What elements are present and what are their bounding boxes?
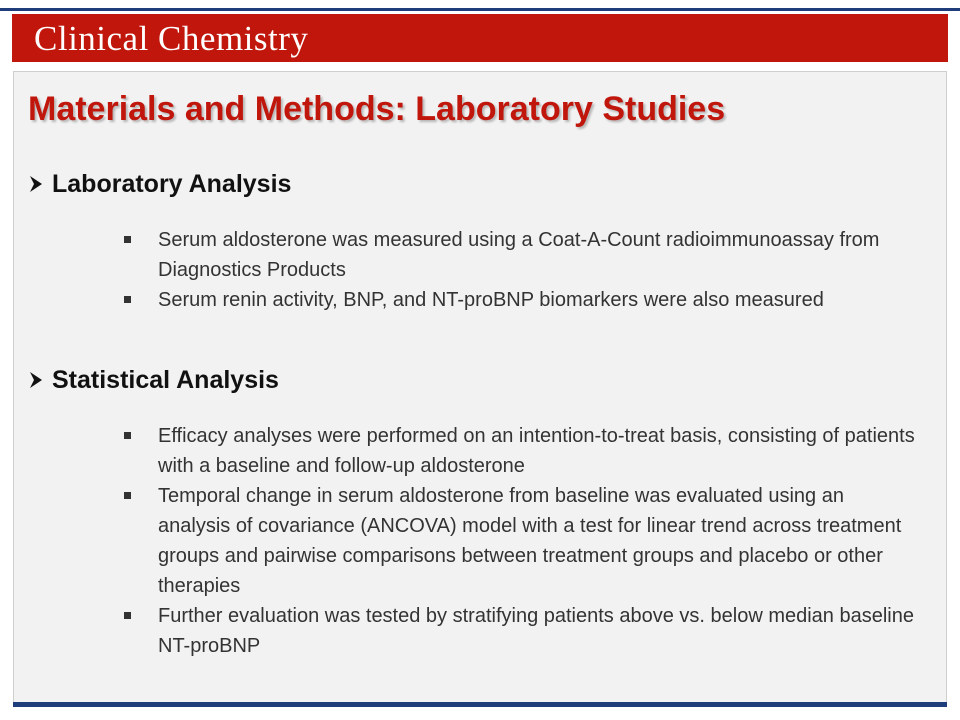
bullet-list-statistical-analysis <box>121 421 921 661</box>
bullet-item <box>121 225 921 285</box>
section-heading-laboratory-analysis <box>28 170 291 199</box>
square-bullet-icon <box>124 492 131 499</box>
section-heading-label: Statistical Analysis <box>52 366 279 394</box>
bullet-list-laboratory-analysis <box>121 225 921 315</box>
square-bullet-icon <box>124 612 131 619</box>
bullet-item <box>121 421 921 481</box>
bullet-text: Further evaluation was tested by stratifying patients above vs. below median baseline NT-proBNP <box>158 605 914 657</box>
top-rule <box>0 8 960 11</box>
bullet-text: Serum aldosterone was measured using a Coat-A-Count radioimmunoassay from Diagnostics Products <box>158 229 880 281</box>
bullet-item <box>121 481 921 601</box>
slide-title: Materials and Methods: Laboratory Studies <box>28 90 726 128</box>
square-bullet-icon <box>124 296 131 303</box>
arrow-right-icon <box>28 371 44 389</box>
arrow-right-icon <box>28 175 44 193</box>
journal-title: Clinical Chemistry <box>34 19 309 58</box>
square-bullet-icon <box>124 236 131 243</box>
journal-banner <box>12 14 948 62</box>
bullet-item <box>121 601 921 661</box>
square-bullet-icon <box>124 432 131 439</box>
section-heading-label: Laboratory Analysis <box>52 170 292 198</box>
bottom-rule <box>13 702 947 707</box>
bullet-text: Temporal change in serum aldosterone from baseline was evaluated using an analysis of covariance (ANCOVA) model with a test for linear trend across treatment groups and pairwise comparisons between treatment groups and placebo or other therapies <box>158 485 902 597</box>
bullet-text: Serum renin activity, BNP, and NT-proBNP biomarkers were also measured <box>158 289 824 311</box>
section-heading-statistical-analysis <box>28 366 279 395</box>
bullet-item <box>121 285 921 315</box>
bullet-text: Efficacy analyses were performed on an intention-to-treat basis, consisting of patients with a baseline and follow-up aldosterone <box>158 425 915 477</box>
